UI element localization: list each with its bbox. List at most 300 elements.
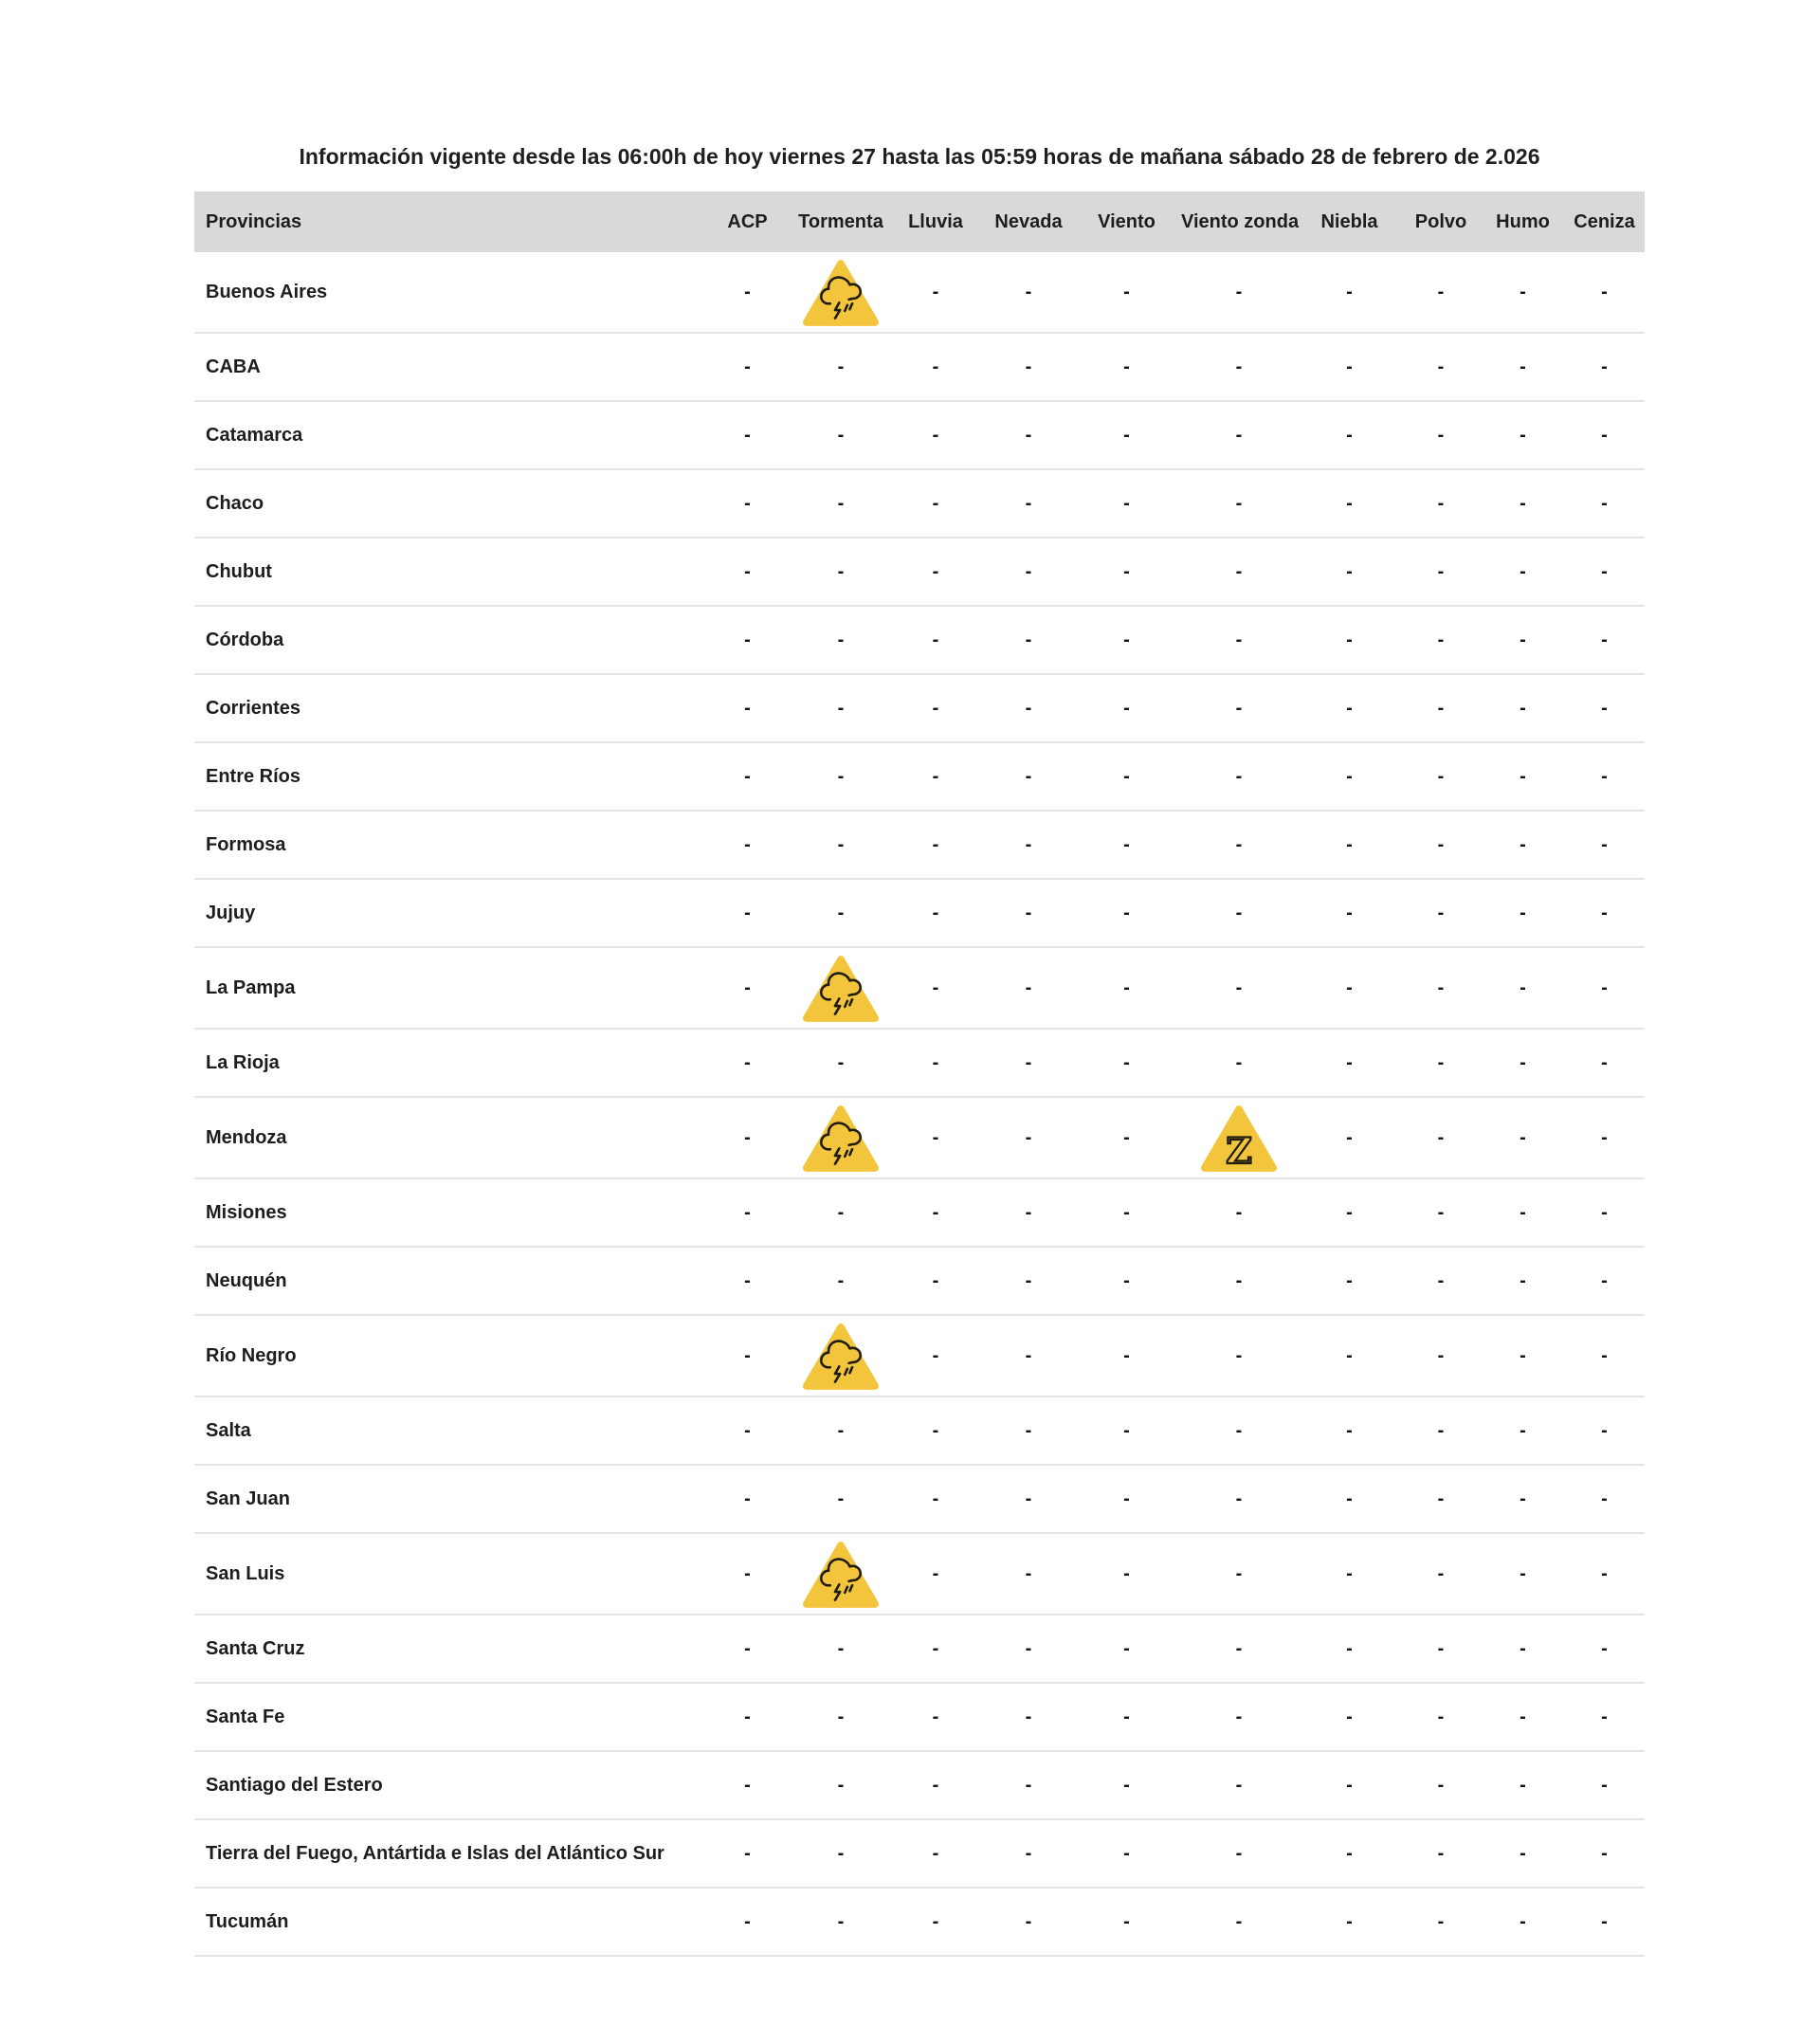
alert-cell-humo: -	[1482, 333, 1564, 401]
alert-cell-humo: -	[1482, 401, 1564, 469]
alert-cell-tormenta: -	[793, 333, 888, 401]
alert-cell-nevada: -	[983, 947, 1074, 1029]
alert-cell-viento_zonda: -	[1179, 1615, 1299, 1683]
alert-cell-niebla: -	[1299, 1615, 1400, 1683]
alert-cell-niebla: -	[1299, 1315, 1400, 1396]
alert-cell-lluvia: -	[888, 333, 983, 401]
alert-cell-niebla: -	[1299, 1247, 1400, 1315]
alert-cell-viento_zonda: -	[1179, 606, 1299, 674]
alert-cell-humo: -	[1482, 811, 1564, 879]
alert-cell-polvo: -	[1400, 1247, 1482, 1315]
alert-cell-nevada: -	[983, 538, 1074, 606]
table-row	[194, 879, 1645, 947]
alert-cell-nevada: -	[983, 1178, 1074, 1247]
alert-cell-lluvia: -	[888, 1178, 983, 1247]
alert-cell-viento: -	[1074, 879, 1179, 947]
alert-cell-tormenta: -	[793, 879, 888, 947]
alert-cell-niebla: -	[1299, 1533, 1400, 1615]
alert-cell-humo: -	[1482, 1751, 1564, 1819]
table-row	[194, 1396, 1645, 1465]
alert-cell-niebla: -	[1299, 1751, 1400, 1819]
alert-cell-niebla: -	[1299, 1097, 1400, 1178]
alert-cell-acp: -	[701, 1888, 793, 1956]
table-row	[194, 469, 1645, 538]
alert-cell-niebla: -	[1299, 1029, 1400, 1097]
alert-cell-tormenta: -	[793, 742, 888, 811]
alert-cell-ceniza: -	[1564, 1029, 1645, 1097]
alert-cell-acp: -	[701, 1178, 793, 1247]
alert-cell-polvo: -	[1400, 538, 1482, 606]
alert-cell-viento_zonda: -	[1179, 674, 1299, 742]
alert-cell-viento: -	[1074, 1247, 1179, 1315]
alert-cell-humo: -	[1482, 1247, 1564, 1315]
alert-cell-polvo: -	[1400, 1683, 1482, 1751]
alert-cell-humo: -	[1482, 1888, 1564, 1956]
alert-cell-polvo: -	[1400, 811, 1482, 879]
alert-cell-humo: -	[1482, 1029, 1564, 1097]
province-name: Chaco	[194, 469, 701, 538]
alert-cell-humo: -	[1482, 1097, 1564, 1178]
alert-cell-viento: -	[1074, 1178, 1179, 1247]
alert-cell-polvo: -	[1400, 606, 1482, 674]
alert-cell-humo: -	[1482, 674, 1564, 742]
alert-cell-humo: -	[1482, 606, 1564, 674]
province-name: Tucumán	[194, 1888, 701, 1956]
alert-cell-polvo: -	[1400, 1097, 1482, 1178]
province-name: La Rioja	[194, 1029, 701, 1097]
alert-cell-tormenta: -	[793, 538, 888, 606]
alert-cell-viento: -	[1074, 947, 1179, 1029]
alert-cell-tormenta	[793, 1315, 888, 1396]
table-row	[194, 1533, 1645, 1615]
alert-cell-niebla: -	[1299, 811, 1400, 879]
alert-cell-polvo: -	[1400, 1465, 1482, 1533]
alert-cell-ceniza: -	[1564, 469, 1645, 538]
alert-cell-humo: -	[1482, 1819, 1564, 1888]
alert-cell-nevada: -	[983, 1315, 1074, 1396]
alert-cell-ceniza: -	[1564, 1315, 1645, 1396]
alert-cell-lluvia: -	[888, 742, 983, 811]
alert-cell-tormenta: -	[793, 1396, 888, 1465]
alert-cell-nevada: -	[983, 1888, 1074, 1956]
column-header-viento: Viento	[1098, 210, 1156, 232]
alert-cell-ceniza: -	[1564, 538, 1645, 606]
alert-cell-viento_zonda: -	[1179, 1533, 1299, 1615]
alert-cell-niebla: -	[1299, 333, 1400, 401]
alert-cell-viento_zonda: -	[1179, 879, 1299, 947]
table-row	[194, 538, 1645, 606]
alert-cell-nevada: -	[983, 401, 1074, 469]
alert-cell-niebla: -	[1299, 879, 1400, 947]
alert-cell-polvo: -	[1400, 879, 1482, 947]
alert-cell-viento_zonda: -	[1179, 469, 1299, 538]
alert-cell-ceniza: -	[1564, 1247, 1645, 1315]
province-name: Salta	[194, 1396, 701, 1465]
alert-cell-viento: -	[1074, 1819, 1179, 1888]
alert-cell-polvo: -	[1400, 1751, 1482, 1819]
alert-cell-viento_zonda: -	[1179, 538, 1299, 606]
alert-cell-tormenta: -	[793, 1819, 888, 1888]
alert-cell-lluvia: -	[888, 469, 983, 538]
alert-cell-viento: -	[1074, 742, 1179, 811]
alert-cell-ceniza: -	[1564, 811, 1645, 879]
table-row	[194, 1888, 1645, 1956]
alert-cell-humo: -	[1482, 1533, 1564, 1615]
alert-cell-nevada: -	[983, 1615, 1074, 1683]
alert-cell-nevada: -	[983, 333, 1074, 401]
province-name: Mendoza	[194, 1097, 701, 1178]
alert-cell-tormenta: -	[793, 1615, 888, 1683]
alert-cell-ceniza: -	[1564, 333, 1645, 401]
alert-cell-nevada: -	[983, 1247, 1074, 1315]
alert-cell-niebla: -	[1299, 469, 1400, 538]
alert-cell-acp: -	[701, 606, 793, 674]
alert-cell-ceniza: -	[1564, 1178, 1645, 1247]
alert-cell-viento_zonda: -	[1179, 1819, 1299, 1888]
alert-cell-ceniza: -	[1564, 1097, 1645, 1178]
alert-cell-humo: -	[1482, 1615, 1564, 1683]
alert-cell-ceniza: -	[1564, 742, 1645, 811]
alert-cell-tormenta: -	[793, 401, 888, 469]
alert-cell-ceniza: -	[1564, 674, 1645, 742]
column-header-nevada: Nevada	[994, 210, 1063, 232]
alert-cell-lluvia: -	[888, 1819, 983, 1888]
alert-cell-humo: -	[1482, 742, 1564, 811]
alert-cell-tormenta: -	[793, 811, 888, 879]
province-name: Córdoba	[194, 606, 701, 674]
table-row	[194, 1465, 1645, 1533]
province-name: San Juan	[194, 1465, 701, 1533]
zonda-wind-warning-triangle-icon[interactable]	[1198, 1103, 1280, 1175]
alert-cell-acp: -	[701, 1615, 793, 1683]
alert-cell-acp: -	[701, 1097, 793, 1178]
column-header-provincias: Provincias	[206, 210, 302, 232]
alert-cell-polvo: -	[1400, 252, 1482, 333]
table-row	[194, 811, 1645, 879]
province-name: Chubut	[194, 538, 701, 606]
alert-cell-ceniza: -	[1564, 1615, 1645, 1683]
alert-cell-acp: -	[701, 1029, 793, 1097]
alert-cell-acp: -	[701, 1396, 793, 1465]
table-row	[194, 333, 1645, 401]
storm-warning-triangle-icon[interactable]	[800, 1321, 882, 1393]
alert-cell-viento_zonda: -	[1179, 1178, 1299, 1247]
alert-cell-viento: -	[1074, 1888, 1179, 1956]
province-name: Río Negro	[194, 1315, 701, 1396]
column-header-polvo: Polvo	[1414, 210, 1467, 232]
alert-cell-tormenta: -	[793, 674, 888, 742]
alert-cell-lluvia: -	[888, 947, 983, 1029]
alert-cell-viento_zonda: -	[1179, 333, 1299, 401]
alert-cell-nevada: -	[983, 742, 1074, 811]
alert-cell-nevada: -	[983, 879, 1074, 947]
alert-cell-viento_zonda: -	[1179, 1247, 1299, 1315]
province-name: Formosa	[194, 811, 701, 879]
alert-cell-nevada: -	[983, 469, 1074, 538]
alert-cell-niebla: -	[1299, 1396, 1400, 1465]
table-row	[194, 1178, 1645, 1247]
alert-cell-humo: -	[1482, 1396, 1564, 1465]
alert-cell-viento_zonda: -	[1179, 1888, 1299, 1956]
alert-cell-nevada: -	[983, 1097, 1074, 1178]
column-header-lluvia: Lluvia	[908, 210, 963, 232]
alert-cell-lluvia: -	[888, 1465, 983, 1533]
province-alerts-table	[194, 192, 1645, 1957]
alert-cell-humo: -	[1482, 252, 1564, 333]
storm-warning-triangle-icon[interactable]	[800, 257, 882, 329]
alert-cell-humo: -	[1482, 879, 1564, 947]
alert-cell-polvo: -	[1400, 1819, 1482, 1888]
province-name: Catamarca	[194, 401, 701, 469]
province-name: Santiago del Estero	[194, 1751, 701, 1819]
alert-cell-tormenta	[793, 1097, 888, 1178]
alert-cell-polvo: -	[1400, 401, 1482, 469]
province-name: Neuquén	[194, 1247, 701, 1315]
alert-cell-viento: -	[1074, 1097, 1179, 1178]
alert-cell-viento_zonda: -	[1179, 947, 1299, 1029]
alert-cell-acp: -	[701, 401, 793, 469]
alert-cell-nevada: -	[983, 1465, 1074, 1533]
storm-warning-triangle-icon[interactable]	[800, 953, 882, 1025]
table-row	[194, 606, 1645, 674]
province-name: San Luis	[194, 1533, 701, 1615]
alert-cell-tormenta: -	[793, 469, 888, 538]
alert-cell-tormenta: -	[793, 1751, 888, 1819]
alert-cell-niebla: -	[1299, 1888, 1400, 1956]
alert-cell-acp: -	[701, 1465, 793, 1533]
alert-cell-polvo: -	[1400, 947, 1482, 1029]
alert-cell-niebla: -	[1299, 252, 1400, 333]
alert-cell-nevada: -	[983, 606, 1074, 674]
alert-cell-nevada: -	[983, 811, 1074, 879]
alert-cell-acp: -	[701, 469, 793, 538]
alert-cell-polvo: -	[1400, 1315, 1482, 1396]
alert-cell-tormenta: -	[793, 1029, 888, 1097]
alert-cell-viento_zonda: -	[1179, 811, 1299, 879]
alert-cell-humo: -	[1482, 538, 1564, 606]
alert-cell-lluvia: -	[888, 1097, 983, 1178]
alert-cell-niebla: -	[1299, 538, 1400, 606]
alert-cell-nevada: -	[983, 1029, 1074, 1097]
alert-cell-viento: -	[1074, 1315, 1179, 1396]
alert-cell-niebla: -	[1299, 1178, 1400, 1247]
alert-cell-viento_zonda: -	[1179, 1465, 1299, 1533]
alert-cell-polvo: -	[1400, 1029, 1482, 1097]
province-name: Corrientes	[194, 674, 701, 742]
alert-cell-viento: -	[1074, 674, 1179, 742]
alert-cell-viento_zonda: -	[1179, 1683, 1299, 1751]
alert-cell-viento: -	[1074, 401, 1179, 469]
alert-cell-niebla: -	[1299, 1465, 1400, 1533]
alert-cell-viento: -	[1074, 1615, 1179, 1683]
alert-cell-ceniza: -	[1564, 1683, 1645, 1751]
alert-cell-viento: -	[1074, 811, 1179, 879]
alert-cell-acp: -	[701, 879, 793, 947]
alert-cell-acp: -	[701, 1315, 793, 1396]
alert-cell-humo: -	[1482, 1683, 1564, 1751]
alert-cell-viento_zonda	[1179, 1097, 1299, 1178]
table-row	[194, 1615, 1645, 1683]
table-row	[194, 401, 1645, 469]
alert-cell-nevada: -	[983, 252, 1074, 333]
alert-cell-viento: -	[1074, 1029, 1179, 1097]
table-row	[194, 742, 1645, 811]
alert-cell-viento: -	[1074, 1465, 1179, 1533]
alert-cell-viento: -	[1074, 1533, 1179, 1615]
alert-cell-tormenta	[793, 1533, 888, 1615]
alert-cell-lluvia: -	[888, 1396, 983, 1465]
alert-cell-lluvia: -	[888, 1888, 983, 1956]
province-name: Jujuy	[194, 879, 701, 947]
province-name: CABA	[194, 333, 701, 401]
alert-cell-tormenta	[793, 947, 888, 1029]
alert-cell-acp: -	[701, 1533, 793, 1615]
svg-text:Z: Z	[1226, 1128, 1252, 1172]
alert-cell-humo: -	[1482, 469, 1564, 538]
alert-cell-polvo: -	[1400, 1396, 1482, 1465]
alert-cell-niebla: -	[1299, 606, 1400, 674]
alert-cell-viento_zonda: -	[1179, 1029, 1299, 1097]
alert-cell-acp: -	[701, 1247, 793, 1315]
table-row	[194, 1315, 1645, 1396]
alert-cell-nevada: -	[983, 674, 1074, 742]
alert-cell-nevada: -	[983, 1396, 1074, 1465]
alert-cell-tormenta: -	[793, 1683, 888, 1751]
table-row	[194, 1751, 1645, 1819]
alert-cell-tormenta: -	[793, 606, 888, 674]
column-header-ceniza: Ceniza	[1574, 210, 1635, 232]
alert-cell-acp: -	[701, 1683, 793, 1751]
alert-cell-humo: -	[1482, 1178, 1564, 1247]
alert-cell-humo: -	[1482, 1465, 1564, 1533]
table-row	[194, 1029, 1645, 1097]
table-row	[194, 674, 1645, 742]
alert-cell-viento: -	[1074, 1396, 1179, 1465]
alert-cell-viento: -	[1074, 606, 1179, 674]
alert-cell-ceniza: -	[1564, 1819, 1645, 1888]
table-row	[194, 1819, 1645, 1888]
alert-cell-acp: -	[701, 538, 793, 606]
province-name: Misiones	[194, 1178, 701, 1247]
alert-cell-acp: -	[701, 947, 793, 1029]
alert-cell-viento_zonda: -	[1179, 1315, 1299, 1396]
alert-cell-tormenta	[793, 252, 888, 333]
alert-cell-ceniza: -	[1564, 1396, 1645, 1465]
alert-cell-ceniza: -	[1564, 252, 1645, 333]
table-row	[194, 947, 1645, 1029]
alert-cell-polvo: -	[1400, 1533, 1482, 1615]
alert-cell-lluvia: -	[888, 1751, 983, 1819]
table-row	[194, 1683, 1645, 1751]
alert-cell-acp: -	[701, 1819, 793, 1888]
alert-cell-nevada: -	[983, 1751, 1074, 1819]
alert-cell-niebla: -	[1299, 947, 1400, 1029]
alert-cell-niebla: -	[1299, 674, 1400, 742]
alert-cell-lluvia: -	[888, 538, 983, 606]
province-name: Tierra del Fuego, Antártida e Islas del Atlántico Sur	[194, 1819, 701, 1888]
alert-cell-niebla: -	[1299, 401, 1400, 469]
alert-cell-lluvia: -	[888, 401, 983, 469]
alert-cell-viento_zonda: -	[1179, 252, 1299, 333]
alert-cell-viento_zonda: -	[1179, 1396, 1299, 1465]
weather-alerts-panel	[194, 142, 1645, 1957]
alert-cell-humo: -	[1482, 1315, 1564, 1396]
alert-cell-viento: -	[1074, 252, 1179, 333]
alert-cell-viento_zonda: -	[1179, 742, 1299, 811]
alert-cell-lluvia: -	[888, 811, 983, 879]
alert-cell-polvo: -	[1400, 1615, 1482, 1683]
alert-cell-humo: -	[1482, 947, 1564, 1029]
alert-cell-acp: -	[701, 674, 793, 742]
alert-cell-ceniza: -	[1564, 1751, 1645, 1819]
alert-cell-acp: -	[701, 811, 793, 879]
table-row	[194, 1097, 1645, 1178]
alert-cell-ceniza: -	[1564, 879, 1645, 947]
alert-cell-polvo: -	[1400, 469, 1482, 538]
alert-cell-ceniza: -	[1564, 1465, 1645, 1533]
alert-cell-acp: -	[701, 1751, 793, 1819]
alert-cell-lluvia: -	[888, 1315, 983, 1396]
alert-cell-nevada: -	[983, 1683, 1074, 1751]
alert-cell-viento: -	[1074, 333, 1179, 401]
table-row	[194, 252, 1645, 333]
column-header-tormenta: Tormenta	[798, 210, 883, 232]
alert-cell-lluvia: -	[888, 674, 983, 742]
province-name: La Pampa	[194, 947, 701, 1029]
alert-cell-lluvia: -	[888, 252, 983, 333]
alert-cell-polvo: -	[1400, 742, 1482, 811]
alert-cell-lluvia: -	[888, 1615, 983, 1683]
alert-cell-polvo: -	[1400, 1178, 1482, 1247]
column-header-viento_zonda: Viento zonda	[1181, 210, 1300, 232]
alert-cell-lluvia: -	[888, 1683, 983, 1751]
alert-cell-ceniza: -	[1564, 1533, 1645, 1615]
alert-cell-ceniza: -	[1564, 1888, 1645, 1956]
alert-cell-tormenta: -	[793, 1247, 888, 1315]
province-name: Santa Cruz	[194, 1615, 701, 1683]
alert-cell-lluvia: -	[888, 879, 983, 947]
alert-cell-viento: -	[1074, 1751, 1179, 1819]
province-name: Buenos Aires	[194, 252, 701, 333]
alert-cell-nevada: -	[983, 1819, 1074, 1888]
alert-cell-tormenta: -	[793, 1888, 888, 1956]
alert-cell-tormenta: -	[793, 1178, 888, 1247]
alert-cell-lluvia: -	[888, 1029, 983, 1097]
alert-cell-lluvia: -	[888, 1533, 983, 1615]
table-row	[194, 1247, 1645, 1315]
alert-cell-lluvia: -	[888, 606, 983, 674]
alert-cell-viento: -	[1074, 1683, 1179, 1751]
column-header-niebla: Niebla	[1320, 210, 1378, 232]
alert-cell-polvo: -	[1400, 1888, 1482, 1956]
alert-cell-polvo: -	[1400, 674, 1482, 742]
alert-cell-ceniza: -	[1564, 401, 1645, 469]
alert-cell-niebla: -	[1299, 1683, 1400, 1751]
header-row	[194, 192, 1645, 252]
alert-cell-viento: -	[1074, 538, 1179, 606]
alert-cell-nevada: -	[983, 1533, 1074, 1615]
alert-cell-acp: -	[701, 333, 793, 401]
province-name: Santa Fe	[194, 1683, 701, 1751]
table-body	[194, 252, 1645, 1956]
alert-cell-viento: -	[1074, 469, 1179, 538]
validity-period-title: Información vigente desde las 06:00h de hoy viernes 27 hasta las 05:59 horas de mañana sábado 28 de febrero de 2.026	[299, 144, 1540, 169]
storm-warning-triangle-icon[interactable]	[800, 1103, 882, 1175]
storm-warning-triangle-icon[interactable]	[800, 1539, 882, 1611]
alert-cell-tormenta: -	[793, 1465, 888, 1533]
alert-cell-viento_zonda: -	[1179, 401, 1299, 469]
column-header-humo: Humo	[1496, 210, 1550, 232]
